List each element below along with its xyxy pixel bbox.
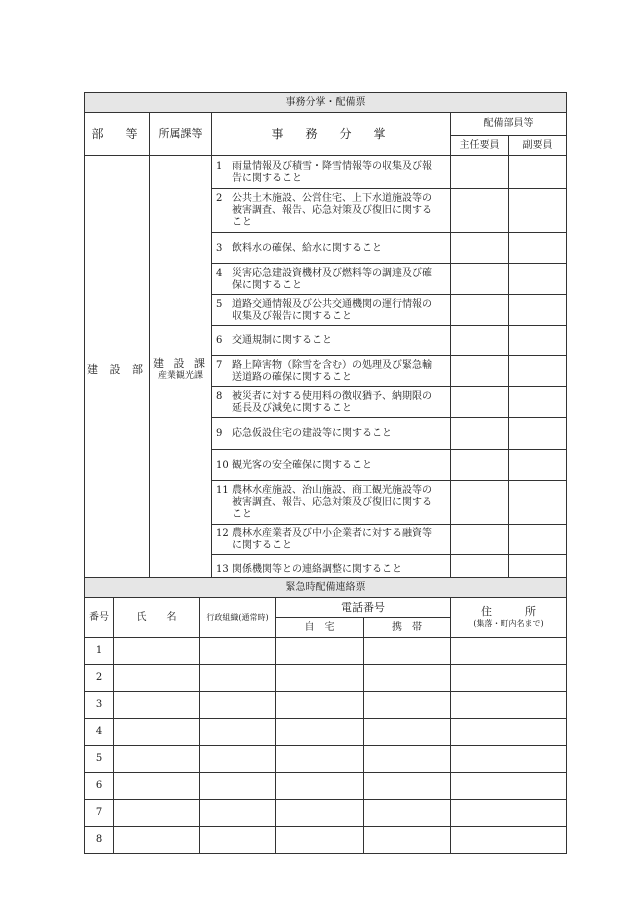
address-cell[interactable] bbox=[451, 692, 567, 719]
name-cell[interactable] bbox=[114, 692, 200, 719]
deputy-cell[interactable] bbox=[509, 295, 567, 326]
task-row: 4 災害応急建設資機材及び燃料等の調達及び確保に関すること bbox=[212, 264, 451, 295]
header-section: 所属課等 bbox=[150, 113, 212, 156]
home-phone-cell[interactable] bbox=[276, 665, 364, 692]
deputy-cell[interactable] bbox=[509, 481, 567, 525]
mobile-phone-cell[interactable] bbox=[364, 746, 451, 773]
home-phone-cell[interactable] bbox=[276, 638, 364, 665]
header-staff: 配備部員等 bbox=[451, 113, 567, 136]
section-cell bbox=[150, 156, 212, 585]
address-cell[interactable] bbox=[451, 638, 567, 665]
header-duties: 事 務 分 掌 bbox=[212, 113, 451, 156]
admin-cell[interactable] bbox=[200, 638, 276, 665]
admin-cell[interactable] bbox=[200, 773, 276, 800]
deputy-cell[interactable] bbox=[509, 326, 567, 356]
row-number: 7 bbox=[85, 800, 114, 827]
deputy-cell[interactable] bbox=[509, 387, 567, 418]
chief-cell[interactable] bbox=[451, 481, 509, 525]
address-cell[interactable] bbox=[451, 746, 567, 773]
section-main: 建 設 課 bbox=[153, 357, 208, 370]
chief-cell[interactable] bbox=[451, 525, 509, 555]
task-row: 1 雨量情報及び積雪・降雪情報等の収集及び報告に関すること bbox=[212, 156, 451, 189]
row-number: 5 bbox=[85, 746, 114, 773]
chief-cell[interactable] bbox=[451, 326, 509, 356]
admin-cell[interactable] bbox=[200, 692, 276, 719]
task-row: 3 飲料水の確保、給水に関すること bbox=[212, 233, 451, 264]
admin-cell[interactable] bbox=[200, 719, 276, 746]
address-cell[interactable] bbox=[451, 827, 567, 854]
task-row: 2 公共土木施設、公営住宅、上下水道施設等の被害調査、報告、応急対策及び復旧に関すること bbox=[212, 189, 451, 233]
task-row: 6 交通規制に関すること bbox=[212, 326, 451, 356]
deputy-cell[interactable] bbox=[509, 189, 567, 233]
mobile-phone-cell[interactable] bbox=[364, 800, 451, 827]
section-sub: 産業観光課 bbox=[157, 371, 203, 381]
home-phone-cell[interactable] bbox=[276, 773, 364, 800]
name-cell[interactable] bbox=[114, 746, 200, 773]
header-address: 住 所 bbox=[481, 604, 536, 618]
name-cell[interactable] bbox=[114, 719, 200, 746]
mobile-phone-cell[interactable] bbox=[364, 692, 451, 719]
header-name: 氏 名 bbox=[114, 598, 200, 638]
home-phone-cell[interactable] bbox=[276, 827, 364, 854]
task-row: 8 被災者に対する使用料の徴収猶予、納期限の延長及び減免に関すること bbox=[212, 387, 451, 418]
deputy-cell[interactable] bbox=[509, 418, 567, 450]
header-address-note: (集落・町内名まで) bbox=[473, 618, 544, 628]
admin-cell[interactable] bbox=[200, 827, 276, 854]
task-row: 12 農林水産業者及び中小企業者に対する融資等に関すること bbox=[212, 525, 451, 555]
chief-cell[interactable] bbox=[451, 387, 509, 418]
department-cell: 建 設 部 bbox=[85, 156, 150, 585]
task-row: 11 農林水産施設、治山施設、商工観光施設等の被害調査、報告、応急対策及び復旧に関すること bbox=[212, 481, 451, 525]
task-row: 13 関係機関等との連絡調整に関すること bbox=[212, 555, 451, 585]
mobile-phone-cell[interactable] bbox=[364, 773, 451, 800]
address-cell[interactable] bbox=[451, 665, 567, 692]
task-row: 9 応急仮設住宅の建設等に関すること bbox=[212, 418, 451, 450]
mobile-phone-cell[interactable] bbox=[364, 827, 451, 854]
chief-cell[interactable] bbox=[451, 233, 509, 264]
mobile-phone-cell[interactable] bbox=[364, 665, 451, 692]
address-cell[interactable] bbox=[451, 773, 567, 800]
chief-cell[interactable] bbox=[451, 418, 509, 450]
chief-cell[interactable] bbox=[451, 295, 509, 326]
mobile-phone-cell[interactable] bbox=[364, 719, 451, 746]
row-number: 2 bbox=[85, 665, 114, 692]
home-phone-cell[interactable] bbox=[276, 746, 364, 773]
contact-table-title: 緊急時配備連絡票 bbox=[85, 578, 567, 598]
duty-table bbox=[84, 92, 567, 585]
mobile-phone-cell[interactable] bbox=[364, 638, 451, 665]
chief-cell[interactable] bbox=[451, 156, 509, 189]
header-address-cell bbox=[451, 598, 567, 638]
home-phone-cell[interactable] bbox=[276, 800, 364, 827]
name-cell[interactable] bbox=[114, 800, 200, 827]
name-cell[interactable] bbox=[114, 773, 200, 800]
deputy-cell[interactable] bbox=[509, 356, 567, 387]
row-number: 1 bbox=[85, 638, 114, 665]
row-number: 8 bbox=[85, 827, 114, 854]
chief-cell[interactable] bbox=[451, 189, 509, 233]
task-row: 10 観光客の安全確保に関すること bbox=[212, 450, 451, 481]
name-cell[interactable] bbox=[114, 827, 200, 854]
deputy-cell[interactable] bbox=[509, 156, 567, 189]
deputy-cell[interactable] bbox=[509, 450, 567, 481]
header-deputy: 副要員 bbox=[509, 136, 567, 156]
admin-cell[interactable] bbox=[200, 665, 276, 692]
header-admin-org: 行政組織(通常時) bbox=[200, 598, 276, 638]
admin-cell[interactable] bbox=[200, 746, 276, 773]
header-mobile-phone: 携 帯 bbox=[364, 618, 451, 638]
deputy-cell[interactable] bbox=[509, 233, 567, 264]
header-number: 番号 bbox=[85, 598, 114, 638]
chief-cell[interactable] bbox=[451, 356, 509, 387]
chief-cell[interactable] bbox=[451, 264, 509, 295]
address-cell[interactable] bbox=[451, 800, 567, 827]
chief-cell[interactable] bbox=[451, 450, 509, 481]
home-phone-cell[interactable] bbox=[276, 692, 364, 719]
header-home-phone: 自 宅 bbox=[276, 618, 364, 638]
task-row: 7 路上障害物（除雪を含む）の処理及び緊急輸送道路の確保に関すること bbox=[212, 356, 451, 387]
deputy-cell[interactable] bbox=[509, 525, 567, 555]
deputy-cell[interactable] bbox=[509, 264, 567, 295]
address-cell[interactable] bbox=[451, 719, 567, 746]
name-cell[interactable] bbox=[114, 638, 200, 665]
header-phone: 電話番号 bbox=[276, 598, 451, 618]
contact-table bbox=[84, 577, 567, 854]
row-number: 4 bbox=[85, 719, 114, 746]
row-number: 6 bbox=[85, 773, 114, 800]
admin-cell[interactable] bbox=[200, 800, 276, 827]
duty-table-title: 事務分掌・配備票 bbox=[85, 93, 567, 113]
header-department: 部 等 bbox=[85, 113, 150, 156]
name-cell[interactable] bbox=[114, 665, 200, 692]
row-number: 3 bbox=[85, 692, 114, 719]
home-phone-cell[interactable] bbox=[276, 719, 364, 746]
task-row: 5 道路交通情報及び公共交通機関の運行情報の収集及び報告に関すること bbox=[212, 295, 451, 326]
header-chief: 主任要員 bbox=[451, 136, 509, 156]
